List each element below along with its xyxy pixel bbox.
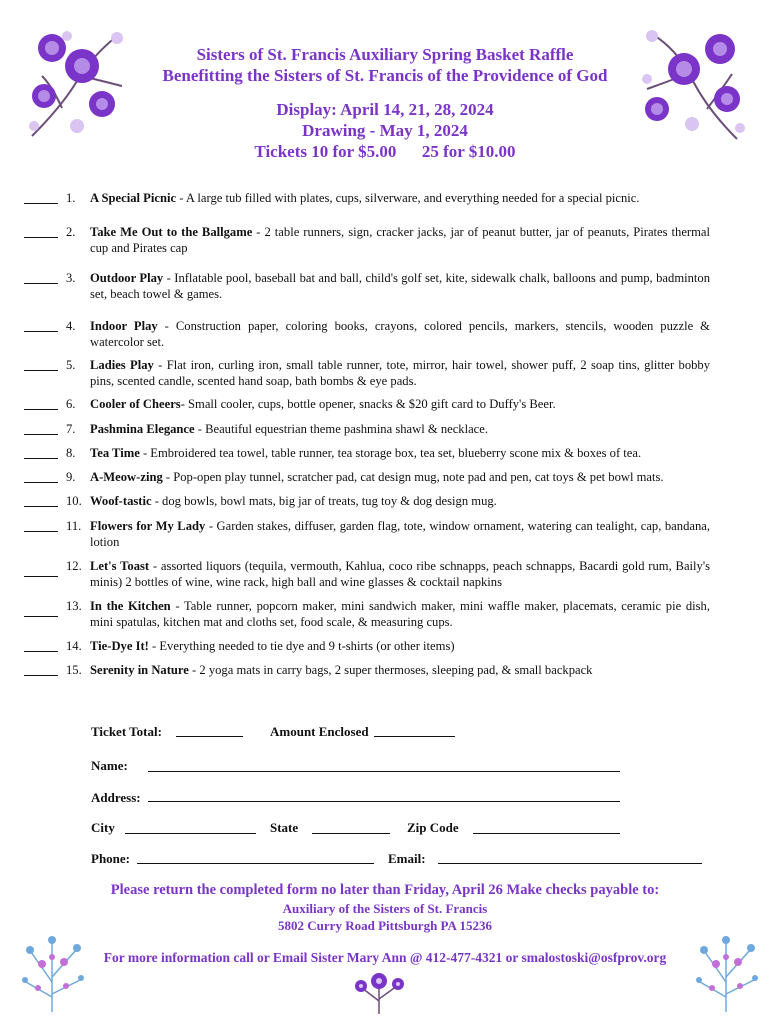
item-number: 10.: [66, 494, 82, 508]
contact-info: For more information call or Email Sister Mary Ann @ 412-477-4321 or smalostoski@osfprov.org: [103, 950, 667, 965]
flower-illustration-bottom-right: [690, 922, 762, 1014]
phone-label: Phone:: [91, 851, 130, 866]
item-name: Tie-Dye It!: [90, 639, 149, 653]
item-description: - Garden stakes, diffuser, garden flag, tote, window ornament, watering can tealight, cap, bandana, lotion: [90, 519, 710, 549]
quantity-blank[interactable]: [24, 237, 58, 238]
item-description: - assorted liquors (tequila, vermouth, Kahlua, coco ribe schnapps, peach schnapps, Bacardi gold rum, Baily's minis) 2 bottles of wine, wine rack, high ball and wine glasses & cocktail napkins: [90, 559, 710, 589]
title-line-1: Sisters of St. Francis Auxiliary Spring Basket Raffle: [196, 45, 574, 64]
item-number: 1.: [66, 191, 76, 205]
drawing-date: Drawing - May 1, 2024: [302, 121, 468, 140]
item-description: - Inflatable pool, baseball bat and ball, child's golf set, kite, sidewalk chalk, balloons and pump, badminton set, beach towel & games.: [90, 271, 710, 301]
ticket-total-field[interactable]: [176, 736, 243, 737]
zip-code-field[interactable]: [473, 833, 620, 834]
item-name: In the Kitchen: [90, 599, 171, 613]
name-label: Name:: [91, 758, 128, 773]
item-name: Cooler of Cheers: [90, 397, 181, 411]
item-name: Take Me Out to the Ballgame: [90, 225, 253, 239]
flower-illustration-bottom-left: [16, 922, 88, 1014]
item-name: Tea Time: [90, 446, 140, 460]
zip-code-label: Zip Code: [407, 820, 459, 835]
payee-name: Auxiliary of the Sisters of St. Francis: [282, 901, 488, 916]
item-name: Pashmina Elegance: [90, 422, 195, 436]
state-label: State: [270, 820, 299, 835]
amount-enclosed-label: Amount Enclosed: [270, 724, 369, 739]
quantity-blank[interactable]: [24, 331, 58, 332]
item-number: 14.: [66, 639, 82, 653]
quantity-blank[interactable]: [24, 576, 58, 577]
header: [0, 44, 770, 162]
item-number: 13.: [66, 599, 82, 613]
flower-illustration-bottom-center: [352, 966, 406, 1016]
quantity-blank[interactable]: [24, 616, 58, 617]
item-number: 8.: [66, 446, 76, 460]
item-name: A-Meow-zing: [90, 470, 163, 484]
item-description: - 2 table runners, sign, cracker jacks, jar of peanut butter, jar of peanuts, Pirates thermal cup and Pirates cap: [90, 225, 710, 255]
name-field[interactable]: [148, 771, 620, 772]
quantity-blank[interactable]: [24, 458, 58, 459]
item-name: Serenity in Nature: [90, 663, 189, 677]
item-number: 15.: [66, 663, 82, 677]
quantity-blank[interactable]: [24, 651, 58, 652]
item-name: Outdoor Play: [90, 271, 164, 285]
item-description: - Small cooler, cups, bottle opener, snacks & $20 gift card to Duffy's Beer.: [180, 397, 556, 411]
quantity-blank[interactable]: [24, 506, 58, 507]
quantity-blank[interactable]: [24, 203, 58, 204]
state-field[interactable]: [312, 833, 390, 834]
item-number: 12.: [66, 559, 82, 573]
amount-enclosed-field[interactable]: [374, 736, 455, 737]
quantity-blank[interactable]: [24, 482, 58, 483]
return-instructions: Please return the completed form no later than Friday, April 26 Make checks payable to:: [110, 882, 660, 898]
address-field[interactable]: [148, 801, 620, 802]
item-name: Ladies Play: [90, 358, 154, 372]
item-name: A Special Picnic: [90, 191, 177, 205]
item-number: 11.: [66, 519, 82, 533]
quantity-blank[interactable]: [24, 675, 58, 676]
quantity-blank[interactable]: [24, 370, 58, 371]
item-number: 9.: [66, 470, 76, 484]
item-number: 6.: [66, 397, 76, 411]
item-number: 3.: [66, 271, 76, 285]
item-description: - Table runner, popcorn maker, mini sandwich maker, mini waffle maker, placemats, ceramic pie dish, mini spatulas, kitchen mat and cloths set, food scale, & measuring cups.: [90, 599, 710, 629]
ticket-total-label: Ticket Total:: [91, 724, 162, 739]
item-number: 5.: [66, 358, 76, 372]
item-description: - Embroidered tea towel, table runner, tea storage box, tea set, blueberry scone mix & boxes of tea.: [139, 446, 642, 460]
item-description: - 2 yoga mats in carry bags, 2 super thermoses, sleeping pad, & small backpack: [188, 663, 593, 677]
city-label: City: [91, 820, 115, 835]
item-description: - Beautiful equestrian theme pashmina shawl & necklace.: [194, 422, 489, 436]
quantity-blank[interactable]: [24, 283, 58, 284]
quantity-blank[interactable]: [24, 531, 58, 532]
address-label: Address:: [91, 790, 141, 805]
quantity-blank[interactable]: [24, 434, 58, 435]
item-number: 2.: [66, 225, 76, 239]
mailing-address: 5802 Curry Road Pittsburgh PA 15236: [278, 918, 492, 933]
display-dates: Display: April 14, 21, 28, 2024: [276, 100, 494, 119]
item-description: - Flat iron, curling iron, small table runner, tote, mirror, hair towel, shower puff, 2 soap tins, glitter bobby pins, scented candle, scented hand soap, bath bombs & eye pads.: [90, 358, 711, 388]
item-description: - Pop-open play tunnel, scratcher pad, cat design mug, note pad and pen, cat toys & pet bowl mats.: [162, 470, 664, 484]
item-description: - Everything needed to tie dye and 9 t-shirts (or other items): [148, 639, 455, 653]
quantity-blank[interactable]: [24, 409, 58, 410]
city-field[interactable]: [125, 833, 256, 834]
item-description: - A large tub filled with plates, cups, silverware, and everything needed for a special picnic.: [176, 191, 640, 205]
item-description: - dog bowls, bowl mats, big jar of treats, tug toy & dog design mug.: [151, 494, 497, 508]
item-name: Flowers for My Lady: [90, 519, 206, 533]
title-line-2: Benefitting the Sisters of St. Francis of the Providence of God: [162, 66, 608, 85]
email-field[interactable]: [438, 863, 702, 864]
item-name: Indoor Play: [90, 319, 158, 333]
item-description: - Construction paper, coloring books, crayons, colored pencils, markers, stencils, wooden puzzle & watercolor set.: [90, 319, 710, 349]
item-name: Woof-tastic: [90, 494, 152, 508]
item-name: Let's Toast: [90, 559, 150, 573]
phone-field[interactable]: [137, 863, 374, 864]
ticket-prices: Tickets 10 for $5.00 25 for $10.00: [254, 142, 516, 161]
item-number: 7.: [66, 422, 76, 436]
item-number: 4.: [66, 319, 76, 333]
email-label: Email:: [388, 851, 426, 866]
